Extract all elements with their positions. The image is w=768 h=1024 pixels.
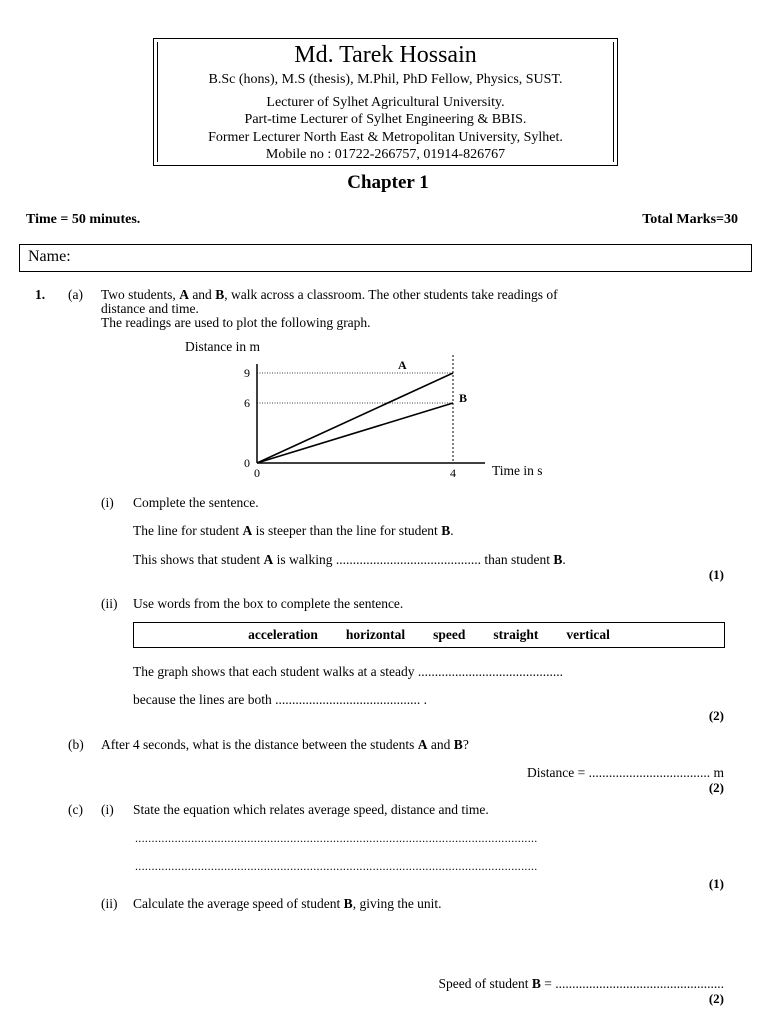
part-b-marks: (2) bbox=[708, 780, 724, 795]
series-label-b: B bbox=[459, 391, 468, 405]
distance-time-graph bbox=[180, 336, 580, 486]
part-a-label: (a) bbox=[68, 287, 83, 302]
guide-lines bbox=[257, 355, 453, 463]
name-label: Name: bbox=[28, 248, 71, 265]
part-cii-label: (ii) bbox=[101, 896, 118, 911]
y-tick-label: 9 bbox=[244, 366, 250, 380]
part-ci-text: State the equation which relates average speed, distance and time. bbox=[133, 802, 489, 817]
word-acceleration: acceleration bbox=[248, 627, 318, 642]
part-i-label: (i) bbox=[101, 495, 114, 510]
part-ci-label: (i) bbox=[101, 802, 114, 817]
part-ii-label: (ii) bbox=[101, 596, 118, 611]
part-ci-answer-line-2[interactable]: .......................................................................................................................... bbox=[135, 859, 538, 873]
x-axis-label: Time in s bbox=[492, 463, 543, 478]
word-box bbox=[133, 622, 725, 648]
series-label-a: A bbox=[398, 358, 407, 372]
header-box bbox=[153, 38, 618, 166]
part-ci-marks: (1) bbox=[708, 876, 724, 891]
series-line-b bbox=[257, 403, 453, 463]
part-b-text: After 4 seconds, what is the distance between the students A and B? bbox=[101, 737, 469, 752]
x-tick-label: 4 bbox=[450, 466, 456, 480]
part-i-marks: (1) bbox=[708, 567, 724, 582]
series-line-a bbox=[257, 373, 453, 463]
author-mobile: Mobile no : 01722-266757, 01914-826767 bbox=[265, 147, 506, 162]
author-degrees: B.Sc (hons), M.S (thesis), M.Phil, PhD Fellow, Physics, SUST. bbox=[208, 72, 563, 87]
part-a-text-3: The readings are used to plot the following graph. bbox=[101, 315, 371, 330]
total-marks: Total Marks=30 bbox=[642, 212, 738, 227]
author-position-1: Lecturer of Sylhet Agricultural University. bbox=[266, 95, 505, 110]
part-ii-text: Use words from the box to complete the sentence. bbox=[133, 596, 404, 611]
author-name: Md. Tarek Hossain bbox=[294, 42, 477, 68]
chapter-title: Chapter 1 bbox=[347, 172, 429, 193]
y-axis-label: Distance in m bbox=[185, 339, 260, 354]
time-label: Time = 50 minutes. bbox=[26, 212, 141, 227]
author-position-2: Part-time Lecturer of Sylhet Engineering & BBIS. bbox=[244, 112, 527, 127]
part-i-text: Complete the sentence. bbox=[133, 495, 259, 510]
part-b-answer[interactable]: Distance = .................................... m bbox=[527, 765, 724, 780]
part-cii-marks: (2) bbox=[708, 991, 724, 1006]
part-cii-text: Calculate the average speed of student B, giving the unit. bbox=[133, 896, 442, 911]
part-ii-line-2[interactable]: because the lines are both ........................................... . bbox=[133, 692, 427, 707]
question-number: 1. bbox=[35, 287, 46, 302]
part-a-text-2: distance and time. bbox=[101, 301, 199, 316]
part-ii-line-1[interactable]: The graph shows that each student walks at a steady ........................................... bbox=[133, 664, 564, 679]
part-i-line-1: The line for student A is steeper than the line for student B. bbox=[133, 523, 454, 538]
y-tick-label: 0 bbox=[244, 456, 250, 470]
word-straight: straight bbox=[493, 627, 539, 642]
part-b-label: (b) bbox=[68, 737, 84, 752]
part-cii-answer[interactable]: Speed of student B = .................................................. bbox=[438, 976, 724, 991]
part-a-text-1: Two students, A and B, walk across a classroom. The other students take readings of bbox=[101, 287, 558, 302]
y-tick-label: 6 bbox=[244, 396, 250, 410]
word-speed: speed bbox=[433, 627, 466, 642]
name-field[interactable] bbox=[19, 244, 752, 272]
series-lines bbox=[257, 358, 467, 463]
word-vertical: vertical bbox=[566, 627, 610, 642]
author-position-3: Former Lecturer North East & Metropolitan University, Sylhet. bbox=[208, 130, 563, 145]
x-tick-label: 0 bbox=[254, 466, 260, 480]
part-c-label: (c) bbox=[68, 802, 83, 817]
word-horizontal: horizontal bbox=[345, 627, 406, 642]
part-ii-marks: (2) bbox=[708, 708, 724, 723]
part-ci-answer-line-1[interactable]: .......................................................................................................................... bbox=[135, 831, 538, 845]
part-i-line-2[interactable]: This shows that student A is walking ........................................... than student B. bbox=[133, 552, 566, 567]
